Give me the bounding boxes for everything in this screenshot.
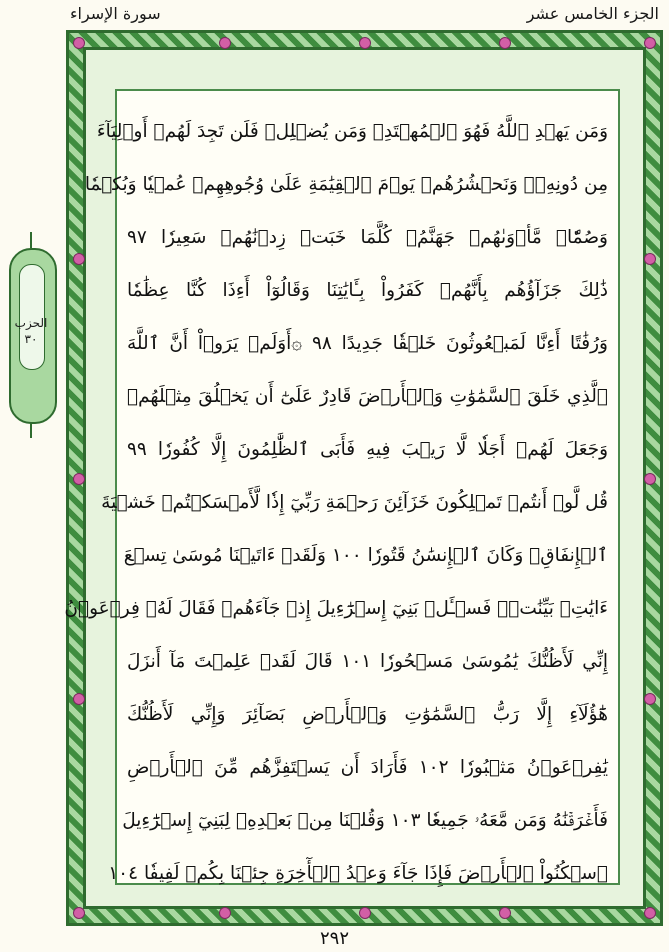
text-line: هَٰٓؤُلَآءِ إِلَّا رَبُّ ٱلسَّمَٰوَٰتِ وَٱلۡأَرۡضِ بَصَآئِرَ وَإِنِّي لَأَظُنُّكَ: [127, 704, 608, 725]
border-flower-icon: [219, 907, 231, 919]
border-flower-icon: [644, 693, 656, 705]
text-line: وَرُفَٰتًا أَءِنَّا لَمَبۡعُوثُونَ خَلۡقٗا جَدِيدًا ٩٨ ۞أَوَلَمۡ يَرَوۡاْ أَنَّ ٱللَّهَ: [127, 333, 608, 354]
juz-header: الجزء الخامس عشر: [526, 4, 659, 23]
border-flower-icon: [73, 473, 85, 485]
border-flower-icon: [499, 907, 511, 919]
border-flower-icon: [73, 253, 85, 265]
corner-flower-icon: [73, 37, 85, 49]
surah-header: سورة الإسراء: [70, 4, 161, 23]
text-line: مِن دُونِهِۦۖ وَنَحۡشُرُهُمۡ يَوۡمَ ٱلۡقِيَٰمَةِ عَلَىٰ وُجُوهِهِمۡ عُمۡيٗا وَبُكۡمٗا: [84, 174, 608, 195]
text-line: ٱلۡإِنفَاقِۚ وَكَانَ ٱلۡإِنسَٰنُ قَتُورٗا ١٠٠ وَلَقَدۡ ءَاتَيۡنَا مُوسَىٰ تِسۡعَ: [123, 545, 608, 566]
text-line: يَٰفِرۡعَوۡنُ مَثۡبُورٗا ١٠٢ فَأَرَادَ أَن يَسۡتَفِزَّهُم مِّنَ ٱلۡأَرۡضِ: [127, 757, 609, 778]
text-line: ٱلَّذِي خَلَقَ ٱلسَّمَٰوَٰتِ وَٱلۡأَرۡضَ قَادِرٌ عَلَىٰٓ أَن يَخۡلُقَ مِثۡلَهُمۡ: [127, 386, 608, 407]
corner-flower-icon: [73, 907, 85, 919]
page-number: ٢٩٢: [319, 928, 349, 949]
corner-flower-icon: [644, 907, 656, 919]
text-line: فَأَغۡرَقۡنَٰهُ وَمَن مَّعَهُۥ جَمِيعٗا ١٠٣ وَقُلۡنَا مِنۢ بَعۡدِهِۦ لِبَنِيٓ إِسۡرَٰٓءِيلَ: [122, 810, 608, 831]
ornamental-frame: [66, 30, 663, 926]
medallion-bottom-finial: [30, 422, 32, 438]
text-line: ءَايَٰتِۭ بَيِّنَٰتٖۖ فَسۡـَٔلۡ بَنِيٓ إِسۡرَٰٓءِيلَ إِذۡ جَآءَهُمۡ فَقَالَ لَهُۥ فِرۡعَوۡنُ: [64, 598, 608, 619]
corner-flower-icon: [644, 37, 656, 49]
border-flower-icon: [644, 253, 656, 265]
text-line: وَصُمّٗاۖ مَّأۡوَىٰهُمۡ جَهَنَّمُۖ كُلَّمَا خَبَتۡ زِدۡنَٰهُمۡ سَعِيرٗا ٩٧: [127, 227, 608, 248]
text-line: قُل لَّوۡ أَنتُمۡ تَمۡلِكُونَ خَزَآئِنَ رَحۡمَةِ رَبِّيٓ إِذٗا لَّأَمۡسَكۡتُمۡ خَشۡيَةَ: [101, 492, 608, 513]
text-line: إِنِّي لَأَظُنُّكَ يَٰمُوسَىٰ مَسۡحُورٗا ١٠١ قَالَ لَقَدۡ عَلِمۡتَ مَآ أَنزَلَ: [127, 651, 609, 672]
text-line: وَمَن يَهۡدِ ٱللَّهُ فَهُوَ ٱلۡمُهۡتَدِۖ وَمَن يُضۡلِلۡ فَلَن تَجِدَ لَهُمۡ أَوۡلِيَآءَ: [96, 121, 608, 142]
text-line: وَجَعَلَ لَهُمۡ أَجَلٗا لَّا رَيۡبَ فِيهِ فَأَبَى ٱلظَّٰلِمُونَ إِلَّا كُفُورٗا ٩٩: [127, 439, 608, 460]
border-flower-icon: [73, 693, 85, 705]
border-flower-icon: [644, 473, 656, 485]
hizb-medallion: [3, 230, 59, 440]
quran-text-area: [64, 89, 620, 885]
text-line: ذَٰلِكَ جَزَآؤُهُم بِأَنَّهُمۡ كَفَرُواْ بِـَٔايَٰتِنَا وَقَالُوٓاْ أَءِذَا كُنَّا عِظَٰمٗا: [127, 280, 608, 301]
hizb-label: الحزب: [14, 316, 48, 330]
hizb-number: ٣٠: [24, 332, 38, 346]
medallion-top-finial: [30, 232, 32, 248]
border-flower-icon: [359, 907, 371, 919]
text-line: ٱسۡكُنُواْ ٱلۡأَرۡضَ فَإِذَا جَآءَ وَعۡدُ ٱلۡأٓخِرَةِ جِئۡنَا بِكُمۡ لَفِيفٗا ١٠٤: [108, 863, 608, 884]
border-flower-icon: [499, 37, 511, 49]
border-flower-icon: [359, 37, 371, 49]
border-flower-icon: [219, 37, 231, 49]
